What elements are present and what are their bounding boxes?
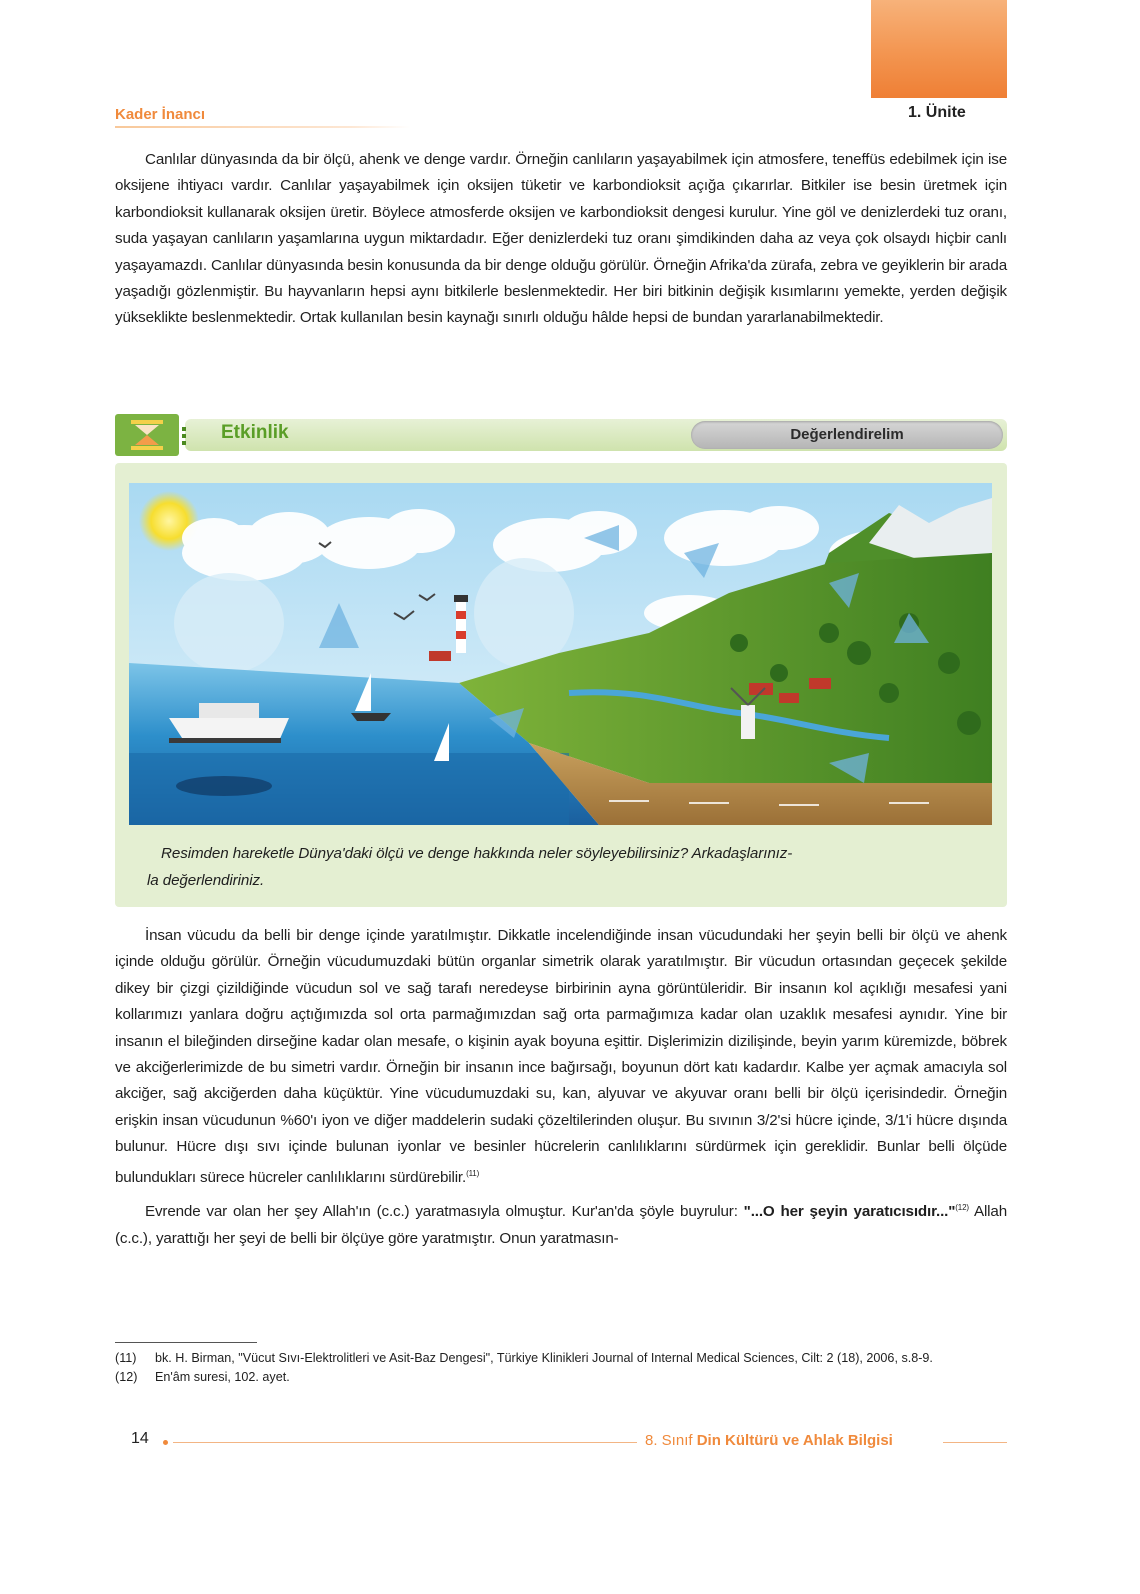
intro-paragraph-text: Canlılar dünyasında da bir ölçü, ahenk ve denge vardır. Örneğin canlıların yaşayabilmek için atmosfere, teneffüs edebilmek için ise oksijene ihtiyacı vardır. Canlılar yaşayabilmek için oksijen tüketir ve karbondioksit açığa çıkarırlar. Bitkiler ise besin üretmek için karbondioksit kullanarak oksijen üretir. Böylece atmosferde oksijen ve karbondioksit dengesi kurulur. Yine göl ve denizlerdeki tuz oranı, suda yaşayan canlıların yaşamlarına uygun miktardadır. Eğer denizlerdeki tuz oranı şimdikinden daha az veya çok olsaydı hiçbir canlı yaşayamazdı. Canlılar dünyasında besin konusunda da bir denge olduğu görülür. Örneğin Afrika'da zürafa, zebra ve geyiklerin bir arada yaşadığı gözlenmiştir. Bu hayvanların hepsi aynı bitkilerle beslenmektedir. Her biri bitkinin değişik kısımlarını yemekte, yerden değişik yükseklikte beslenmektedir. Ortak kullanılan besin kaynağı sınırlı olduğu hâlde hepsi de bundan yararlanabilmektedir. (115, 151, 1007, 327)
activity-title: Etkinlik (221, 422, 289, 443)
footnote-ref-12: (12) (955, 1203, 969, 1213)
footnote-divider (115, 1342, 257, 1343)
unit-label: 1. Ünite (908, 104, 966, 121)
body-paragraph-1-text: İnsan vücudu da belli bir denge içinde yaratılmıştır. Dikkatle incelendiğinde insan vücudundaki her şeyin belli bir ölçü ve ahenk içinde olduğu görülür. Örneğin vücudumuzdaki bütün organlar simetrik olarak yaratılmıştır. Bir vücudun ortasından geçecek şekilde dikey bir çizgi çizildiğinde vücudun sol ve sağ tarafı neredeyse birbirinin ayna görüntüleridir. Bir insanın kol açıklığı mesafesi yani kollarımızı yanlara doğru açtığımızda sol orta parmağımızdan sağ orta parmağımıza kadar olan uzaklık mesafesi aynıdır. Yine bir insanın el bileğinden dirseğine kadar olan mesafe, o kişinin ayak boyuna eşittir. Dişlerimizin dizilişinde, beyin yarım küremizde, böbrek ve akciğerlerimizde de bu simetri vardır. Örneğin bir insanın ince bağırsağı, boyunun dört katı kadardır. Kalbe yer açmak amacıyla sol akciğer, sağ akciğerden daha küçüktür. Yine vücudumuzdaki su, kan, alyuvar ve akyuvar oranı belli bir ölçü içerisindedir. Örneğin erişkin insan vücudunun %60'ı iyon ve diğer maddelerin sudaki çözeltilerinden oluşur. Bu sıvının 3/2'si hücre içinde, 3/1'i hücre dışında bulunur. Hücre dışı sıvı içinde bulunan iyonlar ve besinler hücrelerin canlılıklarını sürdürmek için gereklidir. Bunlar belli ölçüde bulundukları sürece hücreler canlılıklarını sürdürebilir. (115, 927, 1007, 1186)
footer-rule-right (943, 1442, 1007, 1443)
whale-icon (176, 776, 272, 796)
activity-tag (691, 421, 1003, 449)
footnote-number: (11) (115, 1351, 137, 1365)
footnote-text: En'âm suresi, 102. ayet. (155, 1370, 290, 1384)
header-orange-tab (871, 0, 1007, 98)
footnote-text: bk. H. Birman, "Vücut Sıvı-Elektrolitleri ve Asit-Baz Dengesi", Türkiye Klinikleri Journal of Internal Medical Sciences, Cilt: 2 (18), 2006, s.8-9. (155, 1351, 933, 1365)
footnote-ref-11: (11) (466, 1168, 480, 1178)
chapter-title: Kader İnancı (115, 106, 206, 123)
activity-dots (179, 424, 189, 448)
activity-tag-label: Değerlendirelim (790, 426, 904, 443)
page-number: 14 (131, 1430, 149, 1447)
body-paragraph-2-tail: Allah (c.c.), yarattığı her şeyi de belli bir ölçüye göre yaratmıştır. Onun yaratmasın- (115, 1203, 1007, 1247)
footnote-item (115, 1368, 1007, 1387)
footnote-number: (12) (115, 1370, 138, 1384)
activity-box (115, 463, 1007, 907)
body-paragraph-1 (115, 923, 1007, 1191)
body-paragraph-2-lead: Evrende var olan her şey Allah'ın (c.c.) yaratmasıyla olmuştur. Kur'an'da şöyle buyrulur: (145, 1203, 744, 1221)
book-title-name: Din Kültürü ve Ahlak Bilgisi (696, 1432, 893, 1449)
activity-caption-line2: la değerlendiriniz. (147, 872, 265, 889)
water-cycle-illustration (129, 483, 992, 825)
footnote-item (115, 1349, 1007, 1368)
body-section (115, 923, 1007, 1252)
hourglass-icon (115, 414, 179, 456)
chapter-rule (115, 126, 410, 128)
water-cycle-image (129, 483, 992, 825)
activity-header (115, 414, 1007, 456)
lighthouse-icon (454, 595, 468, 653)
quran-quote: "...O her şeyin yaratıcısıdır..." (743, 1203, 956, 1221)
page-footer (115, 1430, 1007, 1454)
book-title-prefix: 8. Sınıf (645, 1432, 693, 1449)
activity-caption (147, 840, 987, 894)
footnotes (115, 1349, 1007, 1387)
intro-paragraph (115, 147, 1007, 332)
book-title (637, 1432, 901, 1449)
activity-caption-line1: Resimden hareketle Dünya'daki ölçü ve denge hakkında neler söyleyebilirsiniz? Arkadaşlarınız- (161, 845, 793, 862)
footer-dot (163, 1440, 168, 1445)
body-paragraph-2 (115, 1195, 1007, 1252)
